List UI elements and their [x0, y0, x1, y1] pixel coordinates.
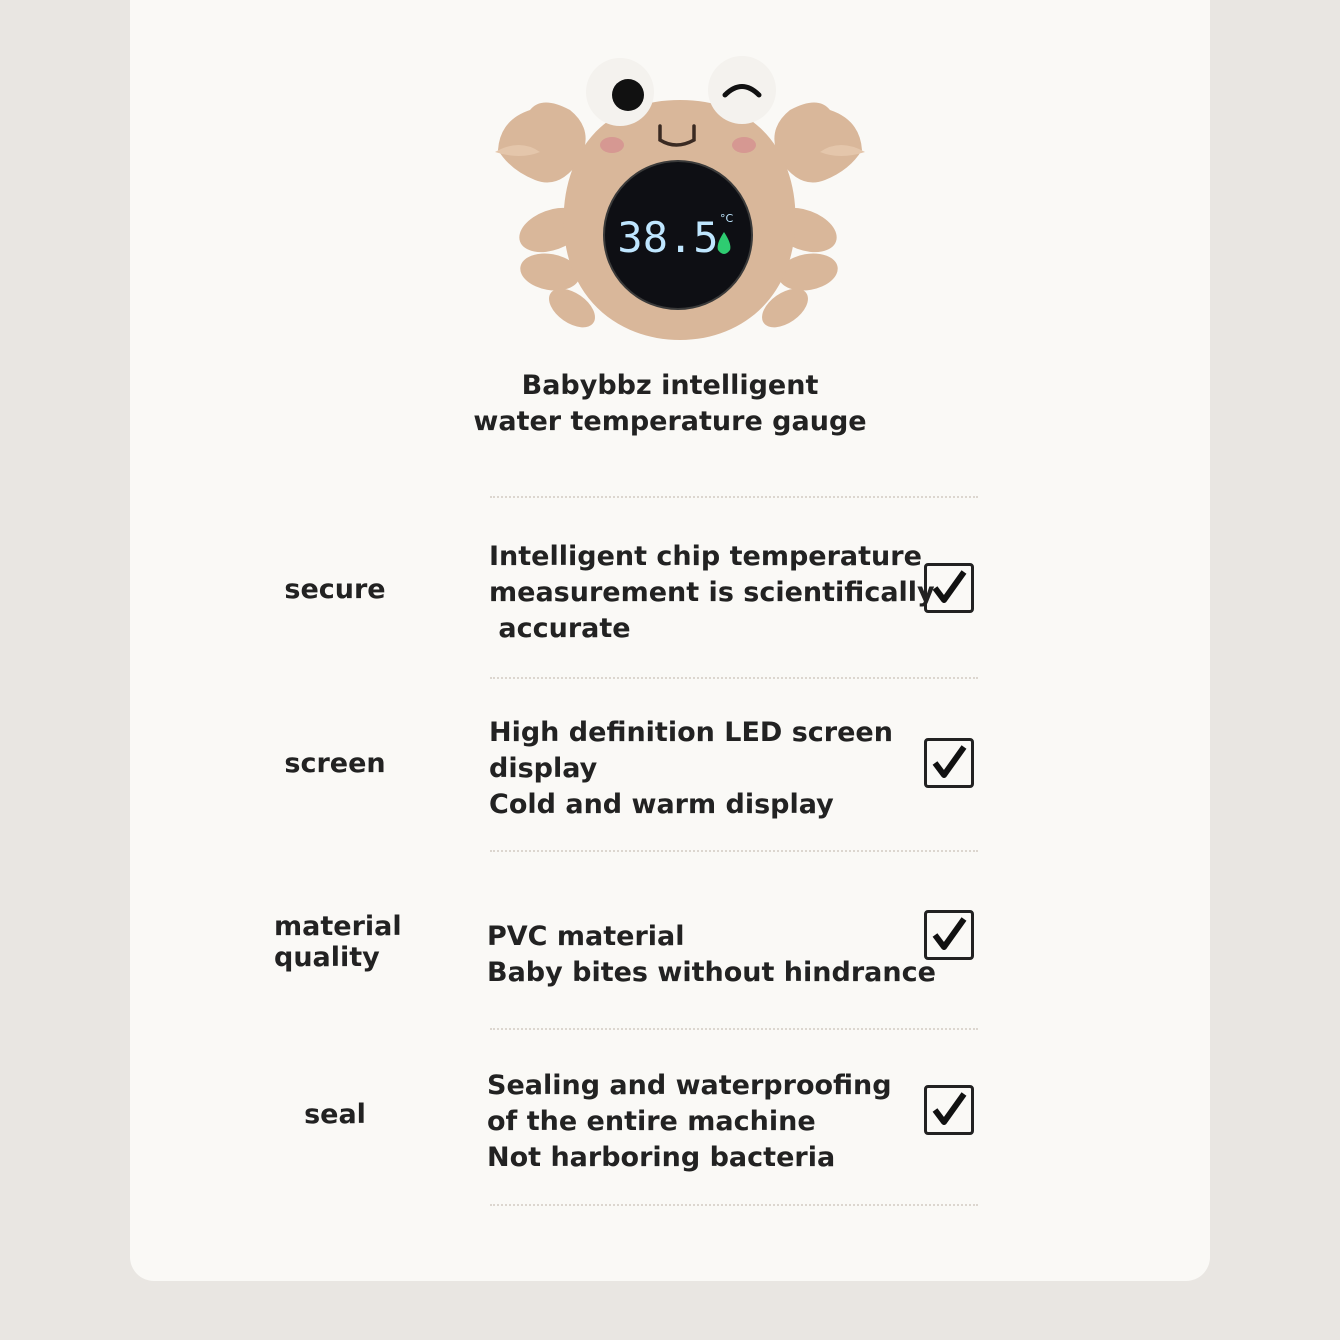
- product-title-line: water temperature gauge: [473, 406, 867, 437]
- check-icon: [929, 566, 969, 610]
- checkbox-material-quality: [924, 910, 974, 960]
- crab-thermometer-icon: [480, 40, 880, 370]
- divider: [490, 850, 978, 852]
- feature-label-screen: screen: [284, 748, 386, 779]
- svg-text:°C: °C: [720, 212, 734, 225]
- product-title-line: Babybbz intelligent: [521, 370, 819, 401]
- divider: [490, 1204, 978, 1206]
- check-icon: [929, 913, 969, 957]
- checkbox-seal: [924, 1085, 974, 1135]
- product-title: [420, 368, 920, 440]
- feature-label-secure: secure: [284, 574, 386, 605]
- feature-description-screen: High definition LED screen display Cold and warm display: [489, 717, 893, 820]
- feature-description-secure: Intelligent chip temperature measurement is scientifically accurate: [489, 541, 935, 644]
- feature-description-material-quality: PVC material Baby bites without hindrance: [487, 921, 936, 988]
- check-icon: [929, 1088, 969, 1132]
- divider: [490, 677, 978, 679]
- feature-description-seal: Sealing and waterproofing of the entire machine Not harboring bacteria: [487, 1070, 892, 1173]
- feature-label-material-quality: material quality: [274, 911, 402, 973]
- feature-label-seal: seal: [304, 1099, 366, 1130]
- svg-text:38.5: 38.5: [617, 213, 719, 262]
- divider: [490, 1028, 978, 1030]
- divider: [490, 496, 978, 498]
- check-icon: [929, 741, 969, 785]
- checkbox-screen: [924, 738, 974, 788]
- checkbox-secure: [924, 563, 974, 613]
